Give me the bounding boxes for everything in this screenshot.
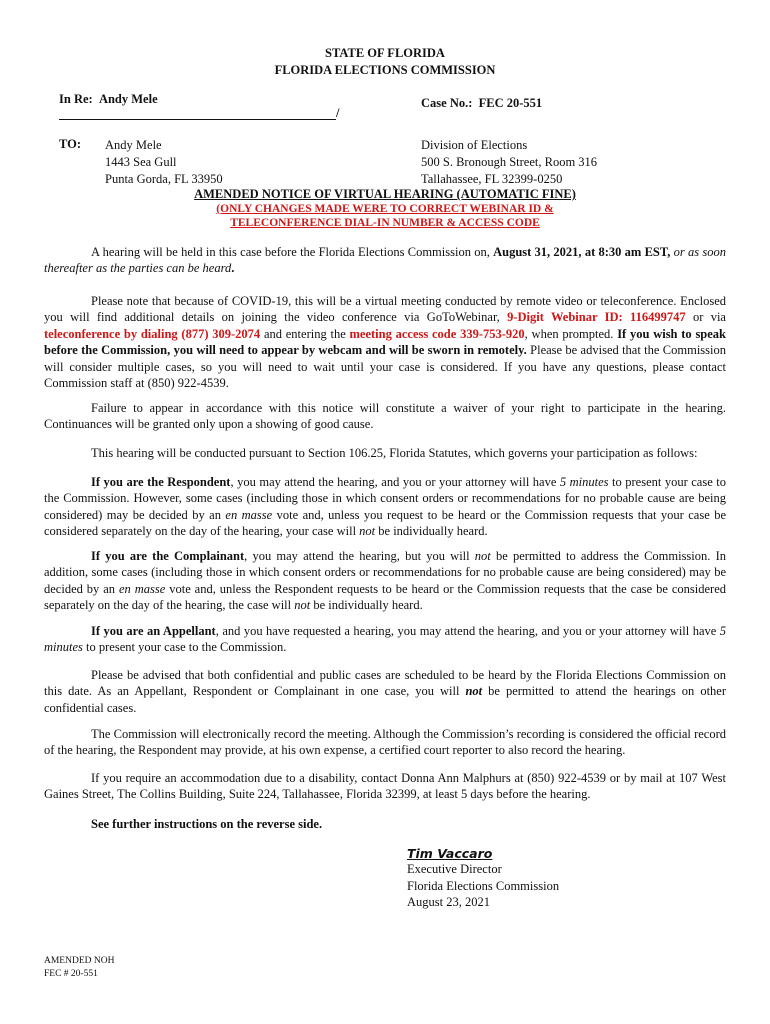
case-no-value: FEC 20-551 [478,96,543,110]
webinar-id: 9-Digit Webinar ID: 116499747 [507,310,686,325]
paragraph-complainant: If you are the Complainant, you may attend the hearing, but you will not be permitted to address the Commission. In addition, some cases (including those in which consent orders or recommendations for no probable cause are being considered) may be decided by an en masse vote and, unless the Respondent requests to be heard or the Commission requests that the case be considered separately on the day of the hearing, the case will not be individually heard. [44,549,726,613]
signer-title: Executive Director [407,862,502,876]
paragraph-failure-to-appear: Failure to appear in accordance with this notice will constitute a waiver of your right to participate in the hearing. Continuances will be granted only upon a showing of good cause. [44,401,726,432]
in-re-label: In Re: [59,92,93,106]
cc-address [421,137,597,188]
header-commission: FLORIDA ELECTIONS COMMISSION [274,63,496,77]
case-number [421,96,542,111]
cc-name: Division of Elections [421,138,528,152]
meeting-access-code: meeting access code 339-753-920 [349,326,525,341]
paragraph-hearing-date: A hearing will be held in this case before the Florida Elections Commission on, August 31, 2021, at 8:30 am EST, or as soon thereafter as the parties can be heard. [44,245,726,276]
cc-street: 500 S. Bronough Street, Room 316 [421,155,598,169]
recipient-address [105,137,223,188]
caption-underline [59,119,336,120]
speak-instructions: If you wish to speak before the Commission, you will need to appear by webcam and will be sworn in remotely. [44,326,727,358]
change-note-line1: (ONLY CHANGES MADE WERE TO CORRECT WEBINAR ID & [216,203,554,215]
in-re [59,92,158,107]
footer [44,955,114,981]
signer-org: Florida Elections Commission [407,878,560,893]
hearing-date: August 31, 2021, at 8:30 am EST, [493,245,671,259]
teleconference-number: teleconference by dialing (877) 309-2074 [44,326,261,341]
paragraph-recording: The Commission will electronically record the meeting. Although the Commission’s recording is considered the official record of the hearing, the Respondent may provide, at his own expense, a certified court reporter to also record the hearing. [44,727,726,758]
paragraph-accommodation: If you require an accommodation due to a disability, contact Donna Ann Malphurs at (850) 922-4539 or by mail at 107 West Gaines Street, The Collins Building, Suite 224, Tallahassee, Florida 32399, at least 5 days before the hearing. [44,771,726,802]
paragraph-confidential-cases: Please be advised that both confidential and public cases are scheduled to be heard by the Florida Elections Commission on this date. As an Appellant, Respondent or Complainant in one case, you will not be permitted to attend the hearings on other confidential cases. [44,668,726,715]
paragraph-virtual-meeting: Please note that because of COVID-19, this will be a virtual meeting conducted by remote video or teleconference. Enclosed you will find additional details on joining the video conference via GoToWebinar, 9-Digit Webinar ID: 116499747 or via teleconference by dialing (877) 309-2074 and entering the meeting access code 339-753-920, when prompted. If you wish to speak before the Commission, you will need to appear by webcam and will be sworn in remotely. Please be advised that the Commission will consider multiple cases, so you will need to wait until your case is considered. If you have any questions, please contact Commission staff at (850) 922-4539. [44,294,727,391]
notice-title: AMENDED NOTICE OF VIRTUAL HEARING (AUTOMATIC FINE) [194,187,576,201]
paragraph-statute: This hearing will be conducted pursuant to Section 106.25, Florida Statutes, which governs your participation as follows: [91,446,698,460]
recipient-name: Andy Mele [105,138,162,152]
to-label: TO: [59,137,81,151]
footer-doc-type: AMENDED NOH [44,956,115,966]
header-state: STATE OF FLORIDA [325,46,445,60]
reverse-side-note: See further instructions on the reverse side. [91,817,323,831]
paragraph-appellant: If you are an Appellant, and you have requested a hearing, you may attend the hearing, and you or your attorney will have 5 minutes to present your case to the Commission. [44,624,726,655]
change-note-line2: TELECONFERENCE DIAL-IN NUMBER & ACCESS CODE [230,217,540,229]
in-re-name: Andy Mele [98,92,158,106]
footer-case-ref: FEC # 20-551 [44,969,98,979]
signature: Tim Vaccaro [407,846,493,861]
signature-date: August 23, 2021 [407,895,490,909]
caption-slash: / [336,106,340,120]
case-no-label: Case No.: [421,96,473,110]
signature-block [407,846,559,911]
recipient-street: 1443 Sea Gull [105,155,177,169]
recipient-city: Punta Gorda, FL 33950 [105,172,223,186]
paragraph-respondent: If you are the Respondent, you may attend the hearing, and you or your attorney will have 5 minutes to present your case to the Commission. However, some cases (including those in which consent orders or recommendations for no probable cause are being considered) may be decided by an en masse vote and, unless you request to be heard or the Commission requests that your case be considered separately on the day of the hearing, your case will not be individually heard. [44,475,726,539]
cc-city: Tallahassee, FL 32399-0250 [421,172,563,186]
